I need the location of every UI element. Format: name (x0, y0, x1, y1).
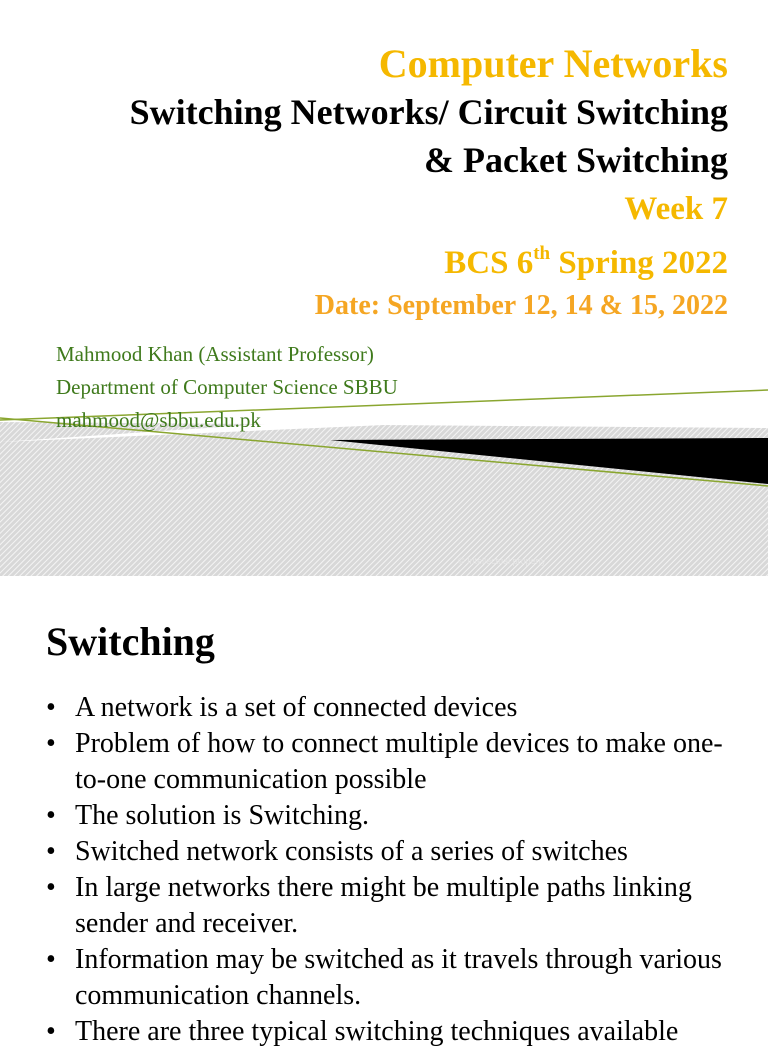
bullet-marker: • (46, 1016, 56, 1047)
author-block (56, 338, 398, 437)
author-email: mahmood@sbbu.edu.pk (56, 408, 261, 432)
week-label: Week 7 (624, 191, 728, 227)
author-name: Mahmood Khan (Assistant Professor) (56, 342, 374, 366)
bullet-item (46, 726, 746, 798)
slide-separator (0, 576, 768, 588)
course-title: Computer Networks (378, 41, 728, 86)
bullet-text: Problem of how to connect multiple devices to make one-to-one communication possible (75, 728, 723, 795)
semester-label (130, 232, 728, 285)
slide-switching (0, 588, 768, 1047)
watermark: © Intellectual property (458, 556, 546, 566)
bullet-marker: • (46, 800, 56, 831)
bullet-text: A network is a set of connected devices (75, 692, 518, 723)
bullet-list (46, 690, 746, 1050)
bullet-item (46, 1014, 746, 1050)
author-department: Department of Computer Science SBBU (56, 375, 398, 399)
semester-superscript: th (533, 243, 551, 264)
slide-heading: Switching (46, 619, 215, 664)
bullet-item (46, 834, 746, 870)
topic-line-2: & Packet Switching (424, 140, 728, 180)
bullet-marker: • (46, 944, 56, 975)
bullet-text: Switched network consists of a series of switches (75, 836, 628, 867)
bullet-item (46, 690, 746, 726)
bullet-text: The solution is Switching. (75, 800, 369, 831)
bullet-item (46, 942, 746, 1014)
bullet-marker: • (46, 872, 56, 903)
topic-line-1: Switching Networks/ Circuit Switching (129, 92, 728, 132)
bullet-text: There are three typical switching techniques available (75, 1016, 679, 1047)
bullet-item (46, 798, 746, 834)
bullet-text: In large networks there might be multiple paths linking sender and receiver. (75, 872, 692, 939)
date-label: Date: September 12, 14 & 15, 2022 (314, 290, 728, 321)
bullet-marker: • (46, 836, 56, 867)
bullet-text: Information may be switched as it travels through various communication channels. (75, 944, 722, 1011)
bullet-marker: • (46, 728, 56, 759)
title-block (130, 40, 728, 327)
semester-suffix: Spring 2022 (550, 245, 728, 281)
bullet-marker: • (46, 692, 56, 723)
semester-prefix: BCS 6 (444, 245, 534, 281)
bullet-item (46, 870, 746, 942)
